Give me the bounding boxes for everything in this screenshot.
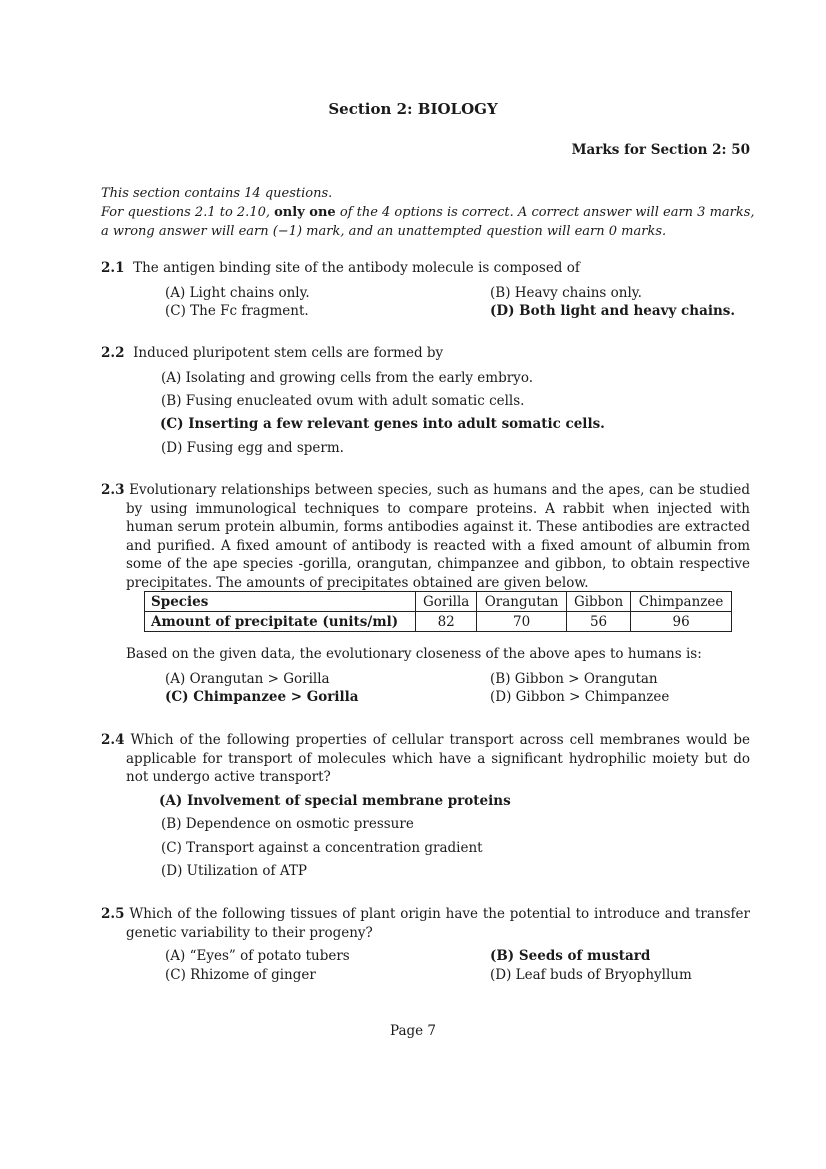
table-header-cell: Species bbox=[145, 592, 416, 612]
question-2-1 bbox=[101, 260, 580, 276]
question-2-5 bbox=[101, 905, 750, 942]
q4-option-c: (C) Transport against a concentration gradient bbox=[161, 840, 483, 856]
q1-option-d: (D) Both light and heavy chains. bbox=[490, 303, 736, 319]
q1-option-c: (C) The Fc fragment. bbox=[165, 303, 309, 319]
table-header-row bbox=[145, 592, 732, 612]
q3-followup: Based on the given data, the evolutionary closeness of the above apes to humans is: bbox=[126, 646, 702, 662]
question-text: The antigen binding site of the antibody molecule is composed of bbox=[133, 260, 580, 276]
question-number: 2.5 bbox=[101, 906, 125, 922]
question-text: Which of the following tissues of plant origin have the potential to introduce and transfer genetic variability to their progeny? bbox=[126, 906, 750, 941]
intro-line-2-a: For questions 2.1 to 2.10, bbox=[101, 205, 270, 220]
question-2-3 bbox=[101, 481, 750, 593]
q1-option-b: (B) Heavy chains only. bbox=[490, 285, 642, 301]
q2-option-d: (D) Fusing egg and sperm. bbox=[161, 440, 344, 456]
table-header-cell: Gorilla bbox=[416, 592, 477, 612]
q2-option-a: (A) Isolating and growing cells from the early embryo. bbox=[161, 370, 533, 386]
q5-option-d: (D) Leaf buds of Bryophyllum bbox=[490, 967, 692, 983]
intro-line-2 bbox=[101, 205, 755, 220]
q3-option-d: (D) Gibbon > Chimpanzee bbox=[490, 689, 670, 705]
q3-option-c: (C) Chimpanzee > Gorilla bbox=[165, 689, 359, 705]
question-text: Which of the following properties of cellular transport across cell membranes would be applicable for transport of molecules which have a significant hydrophilic moiety but do not undergo active transport? bbox=[126, 732, 750, 786]
question-number: 2.2 bbox=[101, 345, 125, 361]
precipitate-table bbox=[144, 591, 732, 632]
q3-option-a: (A) Orangutan > Gorilla bbox=[165, 671, 330, 687]
section-title: Section 2: BIOLOGY bbox=[328, 100, 498, 118]
intro-line-1: This section contains 14 questions. bbox=[101, 186, 333, 201]
q4-option-b: (B) Dependence on osmotic pressure bbox=[161, 816, 414, 832]
q1-option-a: (A) Light chains only. bbox=[165, 285, 310, 301]
question-2-2 bbox=[101, 345, 443, 361]
table-header-cell: Chimpanzee bbox=[631, 592, 732, 612]
q5-option-a: (A) “Eyes” of potato tubers bbox=[165, 948, 350, 964]
table-cell: Amount of precipitate (units/ml) bbox=[145, 612, 416, 632]
table-header-cell: Orangutan bbox=[477, 592, 567, 612]
question-text: Induced pluripotent stem cells are formed by bbox=[133, 345, 444, 361]
page-number: Page 7 bbox=[389, 1023, 437, 1039]
q2-option-c: (C) Inserting a few relevant genes into adult somatic cells. bbox=[160, 416, 605, 432]
section-marks: Marks for Section 2: 50 bbox=[571, 142, 750, 158]
table-cell: 56 bbox=[566, 612, 630, 632]
question-number: 2.1 bbox=[101, 260, 125, 276]
intro-only-one: only one bbox=[274, 205, 336, 220]
q5-option-c: (C) Rhizome of ginger bbox=[165, 967, 316, 983]
question-text: Evolutionary relationships between species, such as humans and the apes, can be studied by using immunological techniques to compare proteins. A rabbit when injected with human serum protein albumin, forms antibodies against it. These antibodies are extracted and purified. A fixed amount of antibody is reacted with a fixed amount of albumin from some of the ape species -gorilla, orangutan, chimpanzee and gibbon, to obtain respective precipitates. The amounts of precipitates obtained are given below. bbox=[126, 482, 750, 591]
q4-option-a: (A) Involvement of special membrane proteins bbox=[159, 793, 511, 809]
table-row bbox=[145, 612, 732, 632]
table-cell: 82 bbox=[416, 612, 477, 632]
q3-option-b: (B) Gibbon > Orangutan bbox=[490, 671, 658, 687]
table-header-cell: Gibbon bbox=[566, 592, 630, 612]
question-2-4 bbox=[101, 731, 750, 787]
q2-option-b: (B) Fusing enucleated ovum with adult somatic cells. bbox=[161, 393, 525, 409]
intro-line-3: a wrong answer will earn (−1) mark, and an unattempted question will earn 0 marks. bbox=[101, 224, 667, 239]
table-cell: 70 bbox=[477, 612, 567, 632]
intro-line-2-c: of the 4 options is correct. A correct answer will earn 3 marks, bbox=[339, 205, 755, 220]
question-number: 2.3 bbox=[101, 482, 125, 498]
q4-option-d: (D) Utilization of ATP bbox=[161, 863, 307, 879]
table-cell: 96 bbox=[631, 612, 732, 632]
question-number: 2.4 bbox=[101, 732, 125, 748]
q5-option-b: (B) Seeds of mustard bbox=[490, 948, 651, 964]
